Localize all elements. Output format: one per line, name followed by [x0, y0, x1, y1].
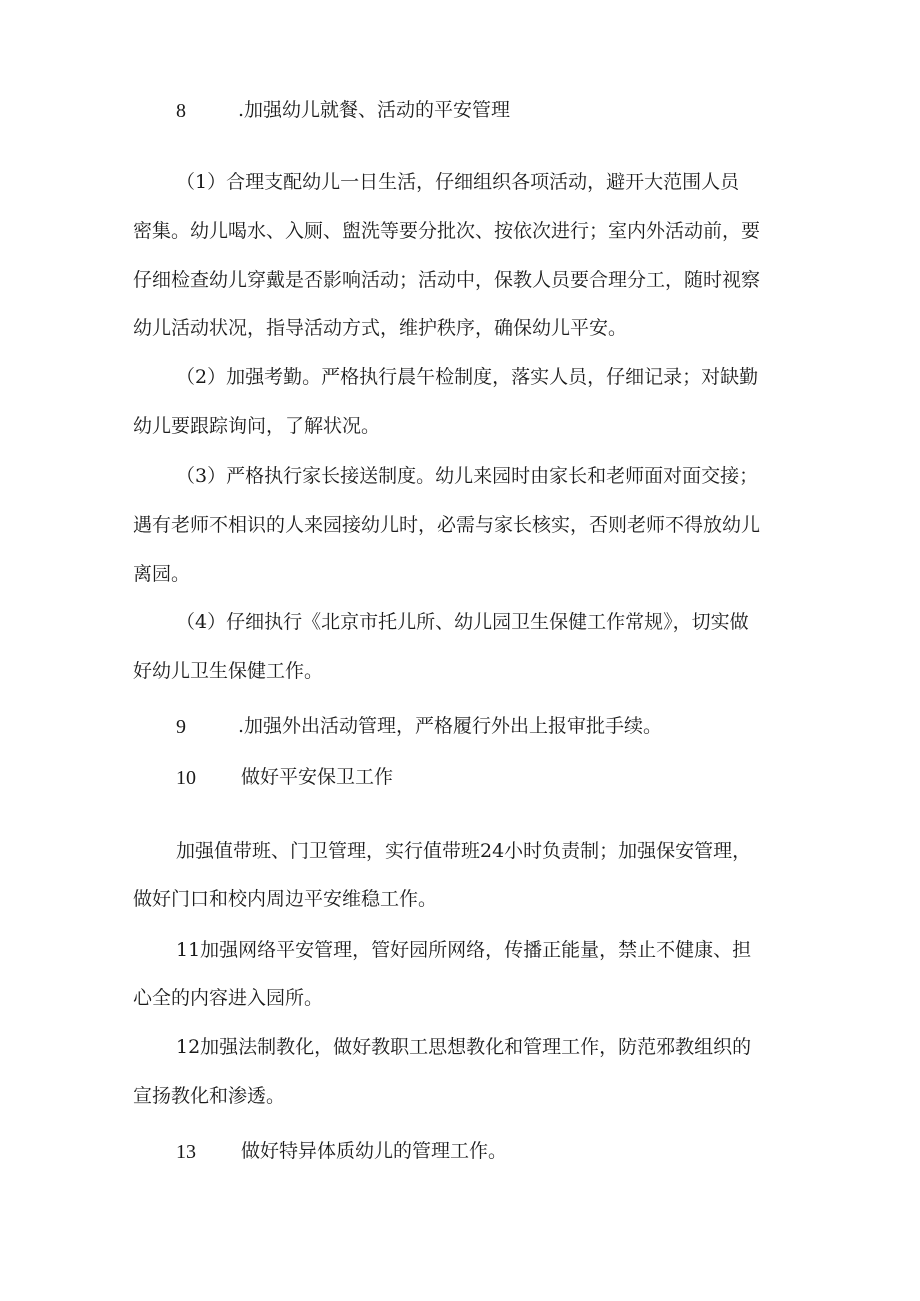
- item-9-number: 9: [176, 716, 186, 738]
- item-8-title: .加强幼儿就餐、活动的平安管理: [238, 99, 511, 121]
- item-9-title: .加强外出活动管理，严格履行外出上报审批手续。: [238, 715, 663, 737]
- item-8-number: 8: [176, 100, 186, 122]
- para-2-line-1: （2）加强考勤。严格执行晨午检制度，落实人员，仔细记录；对缺勤: [176, 366, 759, 388]
- para-1-line-1: （1）合理支配幼儿一日生活，仔细组织各项活动，避开大范围人员: [176, 171, 740, 193]
- item-13-number: 13: [176, 1141, 196, 1163]
- item-12-line-1: 12加强法制教化，做好教职工思想教化和管理工作，防范邪教组织的: [176, 1036, 752, 1058]
- para-4-line-2: 好幼儿卫生保健工作。: [133, 660, 324, 682]
- para-4-line-1: （4）仔细执行《北京市托儿所、幼儿园卫生保健工作常规》，切实做: [176, 611, 749, 633]
- item-11-line-2: 心全的内容进入园所。: [133, 987, 324, 1009]
- item-12-line-2: 宣扬教化和渗透。: [133, 1085, 286, 1107]
- para-2-line-2: 幼儿要跟踪询问，了解状况。: [133, 415, 381, 437]
- item-11-line-1: 11加强网络平安管理，管好园所网络，传播正能量，禁止不健康、担: [176, 939, 752, 961]
- para-1-line-3: 仔细检查幼儿穿戴是否影响活动；活动中，保教人员要合理分工，随时视察: [133, 269, 761, 291]
- para-1-line-4: 幼儿活动状况，指导活动方式，维护秩序，确保幼儿平安。: [133, 317, 628, 339]
- para-3-line-2: 遇有老师不相识的人来园接幼儿时，必需与家长核实，否则老师不得放幼儿: [133, 514, 761, 536]
- item-13-title: 做好特异体质幼儿的管理工作。: [241, 1140, 508, 1162]
- para-10-line-1: 加强值带班、门卫管理，实行值带班24小时负责制；加强保安管理，: [176, 840, 752, 862]
- para-3-line-3: 离园。: [133, 563, 191, 585]
- para-1-line-2: 密集。幼儿喝水、入厕、盥洗等要分批次、按依次进行；室内外活动前，要: [133, 220, 761, 242]
- para-3-line-1: （3）严格执行家长接送制度。幼儿来园时由家长和老师面对面交接；: [176, 465, 759, 487]
- item-10-number: 10: [176, 767, 196, 789]
- para-10-line-2: 做好门口和校内周边平安维稳工作。: [133, 888, 438, 910]
- item-10-title: 做好平安保卫工作: [241, 766, 394, 788]
